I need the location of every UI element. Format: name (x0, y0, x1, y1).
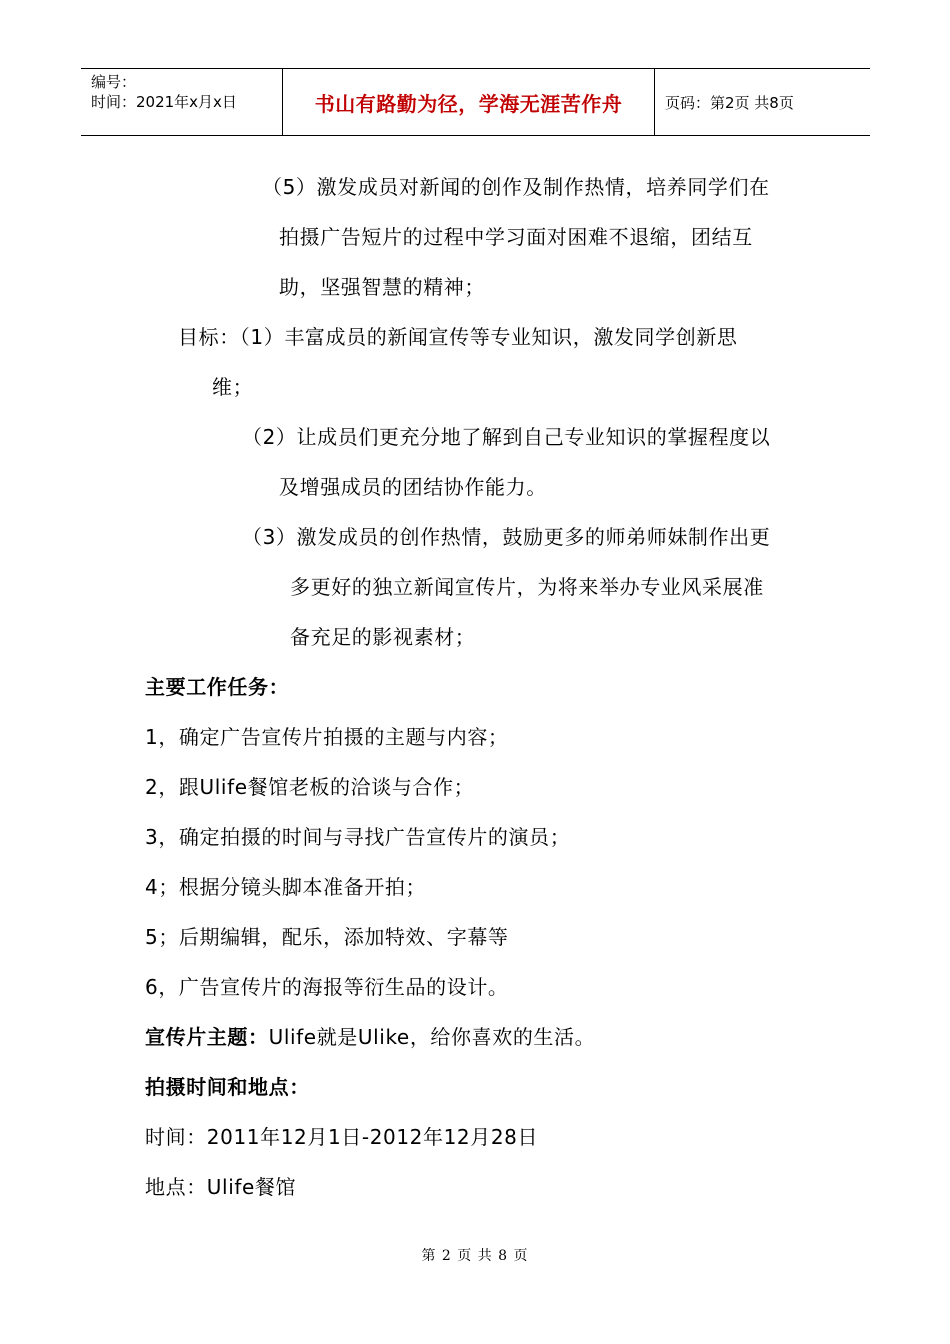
goal-line1: 目标：（1）丰富成员的新闻宣传等专业知识，激发同学创新思 (178, 325, 738, 349)
goal2-line1: （2）让成员们更充分地了解到自己专业知识的掌握程度以 (242, 425, 771, 449)
task-item: 3，确定拍摄的时间与寻找广告宣传片的演员； (145, 825, 571, 849)
goal3-line3: 备充足的影视素材； (290, 625, 476, 649)
number-label: 编号： (91, 73, 137, 91)
time-label: 时间：2021年x月x日 (91, 93, 237, 111)
point5-line2: 拍摄广告短片的过程中学习面对困难不退缩，团结互 (279, 225, 753, 249)
task-item: 6，广告宣传片的海报等衍生品的设计。 (145, 975, 509, 999)
theme-label: 宣传片主题： (145, 1025, 269, 1049)
point5-line3: 助，坚强智慧的精神； (279, 275, 485, 299)
goal3-line2: 多更好的独立新闻宣传片，为将来举办专业风采展准 (290, 575, 764, 599)
tasks-heading: 主要工作任务： (145, 675, 290, 699)
theme-line (145, 1023, 595, 1051)
time-line: 时间：2011年12月1日-2012年12月28日 (145, 1125, 539, 1149)
header-meta (81, 69, 282, 135)
header-motto: 书山有路勤为径，学海无涯苦作舟 (282, 69, 655, 135)
goal3-line1: （3）激发成员的创作热情，鼓励更多的师弟师妹制作出更 (242, 525, 771, 549)
time-place-heading: 拍摄时间和地点： (145, 1075, 310, 1099)
theme-value: Ulife就是Ulike，给你喜欢的生活。 (268, 1025, 596, 1049)
point5-line1: （5）激发成员对新闻的创作及制作热情，培养同学们在 (262, 175, 770, 199)
task-item: 1，确定广告宣传片拍摄的主题与内容； (145, 725, 509, 749)
header-table (81, 68, 870, 136)
goal2-line2: 及增强成员的团结协作能力。 (279, 475, 547, 499)
task-item: 4；根据分镜头脚本准备开拍； (145, 875, 427, 899)
task-item: 2，跟Ulife餐馆老板的洽谈与合作； (145, 775, 475, 799)
goal-line2: 维； (212, 375, 254, 399)
page-footer: 第 2 页 共 8 页 (421, 1248, 529, 1264)
header-page-info: 页码：第2页 共8页 (665, 93, 794, 112)
task-item: 5；后期编辑，配乐，添加特效、字幕等 (145, 925, 509, 949)
place-line: 地点：Ulife餐馆 (145, 1175, 297, 1199)
